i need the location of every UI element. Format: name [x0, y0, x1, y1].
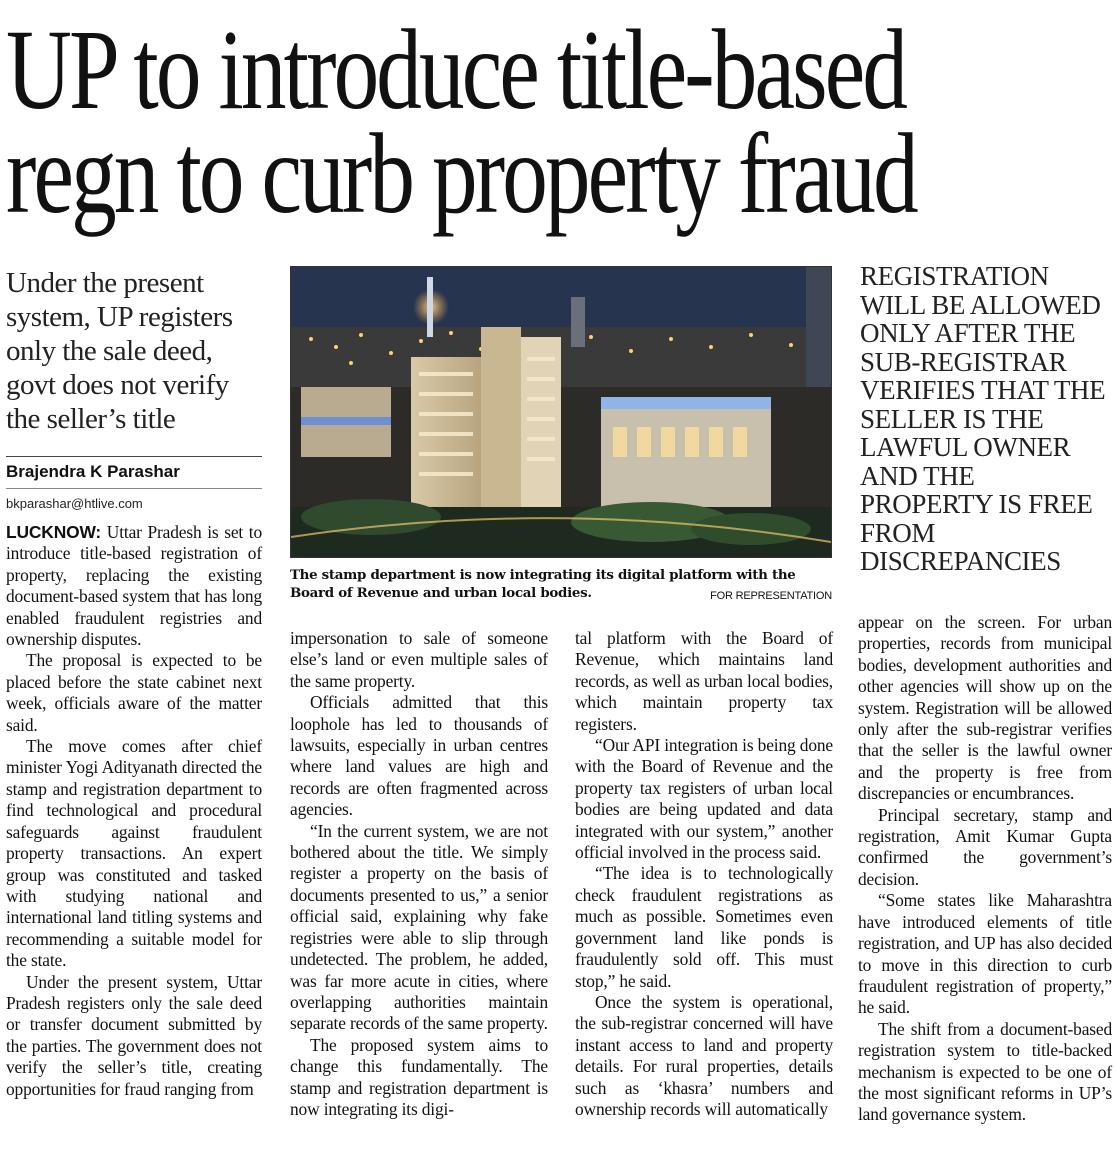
headline-line-2: regn to curb property fraud [6, 110, 916, 237]
photo-credit: FOR REPRESENTATION [710, 590, 832, 602]
article-column-2 [290, 628, 548, 1120]
paragraph: tal platform with the Board of Revenue, which maintains land records, as well as urban local bodies, which maintain property tax registers. [575, 628, 833, 734]
byline-author: Brajendra K Parashar [6, 462, 180, 481]
city-night-photo [291, 267, 831, 557]
paragraph: The proposal is expected to be placed before the state cabinet next week, officials aware of the matter said. [6, 650, 262, 735]
paragraph: impersonation to sale of someone else’s land or even multiple sales of the same property. [290, 628, 548, 691]
article-column-1 [6, 522, 262, 1100]
paragraph: appear on the screen. For urban properties, records from municipal bodies, development authorities and other agencies will show up on the system. Registration will be allowed only after the sub-registrar verifies that the seller is the lawful owner and the property is free from discrepancies or encumbrances. [858, 612, 1112, 804]
paragraph [6, 522, 262, 650]
paragraph: The move comes after chief minister Yogi Adityanath directed the stamp and registration department to find technological and procedural safeguards against fraudulent property transactions. An expert group was constituted and tasked with studying national and international land titling systems and recommending a suitable model for the state. [6, 736, 262, 971]
pull-quote: REGISTRATION WILL BE ALLOWED ONLY AFTER THE SUB-REGISTRAR VERIFIES THAT THE SELLER IS THE LAWFUL OWNER AND THE PROPERTY IS FREE FROM DISCREPANCIES [860, 261, 1106, 576]
dateline: LUCKNOW: [6, 522, 102, 542]
article-column-4 [858, 612, 1112, 1126]
paragraph: “In the current system, we are not bothered about the title. We simply register a property on the basis of documents presented to us,” a senior official said, explaining why fake registries were able to slip through undetected. The problem, he added, was far more acute in cities, where overlapping authorities maintain separate records of the same property. [290, 820, 548, 1034]
paragraph: The proposed system aims to change this fundamentally. The stamp and registration department is now integrating its digi- [290, 1034, 548, 1119]
byline-email: bkparashar@htlive.com [6, 496, 143, 511]
article-column-3 [575, 628, 833, 1120]
byline-rule-bottom [6, 488, 262, 489]
paragraph: “Our API integration is being done with the Board of Revenue and the property tax registers of urban local bodies are being updated and data integrated with our system,” another official involved in the process said. [575, 735, 833, 863]
paragraph: Under the present system, Uttar Pradesh registers only the sale deed or transfer document submitted by the parties. The government does not verify the seller’s title, creating opportunities for fraud ranging from [6, 971, 262, 1099]
headline-line-1: UP to introduce title-based [6, 6, 906, 133]
paragraph: Principal secretary, stamp and registration, Amit Kumar Gupta confirmed the government’s decision. [858, 804, 1112, 889]
headline [6, 6, 916, 237]
paragraph: Once the system is operational, the sub-registrar concerned will have instant access to land and property details. For rural properties, details such as ‘khasra’ numbers and ownership records will automatically [575, 991, 833, 1119]
photo-caption: The stamp department is now integrating its digital platform with the Board of Revenue and urban local bodies. [290, 567, 796, 601]
byline-rule-top [6, 456, 262, 457]
paragraph: Officials admitted that this loophole has led to thousands of lawsuits, especially in urban centres where land values are high and records are often fragmented across agencies. [290, 692, 548, 820]
paragraph: The shift from a document-based registration system to title-backed mechanism is expected to be one of the most significant reforms in UP’s land governance system. [858, 1018, 1112, 1125]
paragraph-text: Uttar Pradesh is set to introduce title-based registration of property, replacing the existing document-based system that has long enabled fraudulent registries and ownership disputes. [6, 522, 262, 650]
article-photo [290, 266, 832, 558]
paragraph: “The idea is to technologically check fraudulent registrations as much as possible. Sometimes even government land like ponds is fraudulently sold off. This must stop,” he said. [575, 863, 833, 991]
paragraph: “Some states like Maharashtra have introduced elements of title registration, and UP has also decided to move in this direction to curb fraudulent registration of property,” he said. [858, 890, 1112, 1018]
dek: Under the present system, UP registers only the sale deed, govt does not verify the seller’s title [6, 267, 233, 435]
